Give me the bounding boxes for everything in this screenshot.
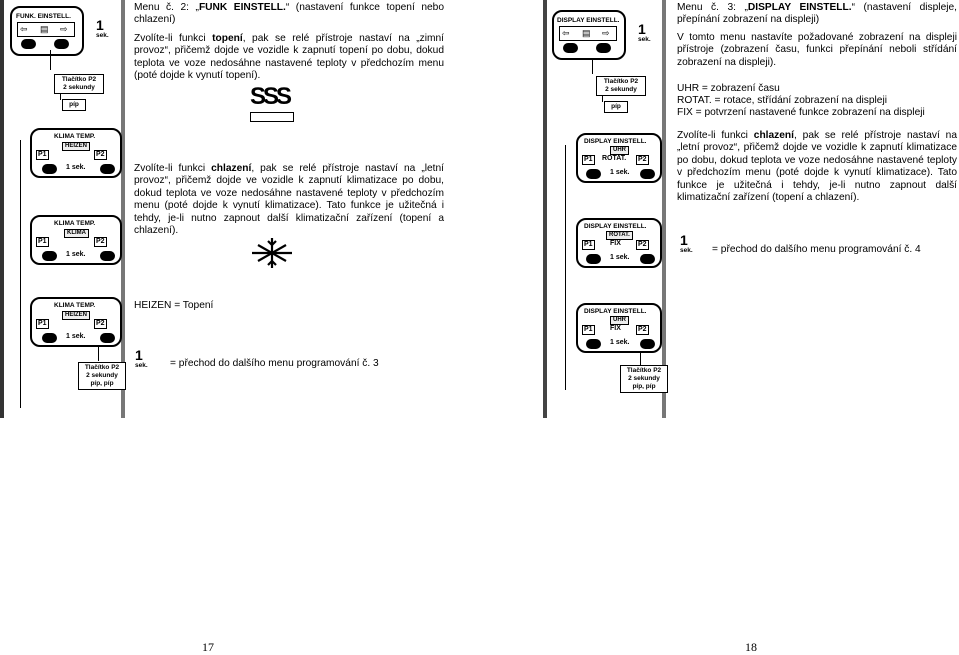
button-p1-icon	[586, 169, 601, 179]
button-p1-icon	[586, 254, 601, 264]
display-value: FIX	[610, 240, 621, 247]
document-stack-icon: ▤	[582, 28, 591, 38]
right-sidebar-strip-2	[662, 0, 666, 418]
device-display-klima	[30, 215, 122, 265]
connector-line	[98, 345, 99, 361]
cooling-paragraph: Zvolíte-li funkci chlazení, pak se relé přístroje nastaví na „letní provoz“, přičemž dojde ve vozidle k zapnutí klimatizace po dobu, dokud teplota ve voze nedosáhne nastavené teploty v předchozím menu (poté dojde k vynutí klimatizace). Tato funkce je užitečná i tehdy, je-li nutno zapnout další klimatizační zařízení (topení a chlazení).	[677, 130, 957, 204]
one-second-label: 1 sek.	[638, 21, 651, 43]
one-second-text: 1 sek.	[66, 251, 86, 258]
press-p2-box: Tlačítko P2 2 sekundy	[596, 76, 646, 96]
fix-note: FIX = potvrzení nastavené funkce zobrazení na displeji	[677, 107, 925, 118]
display-tag: UHR	[610, 316, 629, 325]
p2-label: P2	[638, 241, 647, 248]
display-title: DISPLAY EINSTELL.	[584, 138, 647, 145]
one-second-label: 1 sek.	[96, 17, 109, 39]
button-p2-icon	[640, 169, 655, 179]
display-tag: KLIMA	[64, 229, 89, 238]
display-screen	[17, 22, 75, 37]
device-display-klima-heizen	[30, 128, 122, 178]
press-p2-box: Tlačítko P2 2 sekundy	[54, 74, 104, 94]
device-display-uhr-fix	[576, 303, 662, 353]
pip-box: píp	[604, 101, 628, 113]
device-display-fix	[576, 218, 662, 268]
display-title: DISPLAY EINSTELL.	[584, 223, 647, 230]
connector-line	[602, 96, 603, 102]
snowflake-icon	[250, 236, 294, 270]
button-p1-icon	[21, 39, 36, 49]
display-value: FIX	[610, 325, 621, 332]
cooling-paragraph: Zvolíte-li funkci chlazení, pak se relé přístroje nastaví na „letní provoz“, přičemž dojde ve vozidle k zapnutí klimatizace po dobu, dokud teplota ve voze nedosáhne nastavené teploty v předchozím menu (poté dojde k vynutí klimatizace). Tato funkce je užitečná i tehdy, je-li nutno zapnout další klimatizační zařízení (topení a chlazení).	[134, 163, 444, 237]
next-menu-note: = přechod do dalšího menu programování č. 3	[170, 358, 379, 369]
device-display-klima-heizen-2	[30, 297, 122, 347]
connector-line	[565, 145, 566, 390]
p2-label: P2	[638, 326, 647, 333]
display-title: DISPLAY EINSTELL.	[584, 308, 647, 315]
connector-line	[60, 94, 61, 100]
p2-label: P2	[638, 156, 647, 163]
display-tag: HEIZEN	[62, 142, 90, 151]
connector-line	[50, 50, 51, 70]
page-number: 17	[202, 640, 214, 654]
heizen-note: HEIZEN = Topení	[134, 300, 214, 311]
uhr-note: UHR = zobrazení času	[677, 83, 780, 94]
left-sidebar-strip-2	[121, 0, 125, 418]
display-title: KLIMA TEMP.	[54, 133, 96, 140]
button-p2-icon	[54, 39, 69, 49]
p1-label: P1	[584, 156, 593, 163]
button-p2-icon	[640, 339, 655, 349]
heat-icon: SSS	[250, 84, 296, 122]
device-display-funk	[10, 6, 84, 56]
display-title: FUNK. EINSTELL.	[16, 13, 71, 20]
button-p2-icon	[100, 333, 115, 343]
button-p2-icon	[100, 164, 115, 174]
one-second-text: 1 sek.	[66, 164, 86, 171]
document-stack-icon: ▤	[40, 24, 49, 34]
menu-3-heading: Menu č. 3: „DISPLAY EINSTELL.“ (nastavení displeje, přepínání zobrazení na displeji)	[677, 2, 957, 26]
p1-label: P1	[584, 326, 593, 333]
heating-paragraph: Zvolíte-li funkci topení, pak se relé přístroje nastaví na „zimní provoz“, přičemž dojde ve vozidle k zapnutí topení po dobu, dokud teplota ve voze nedosáhne nastavené teploty v předchozím menu (poté dojde k vynutí topení).	[134, 33, 445, 82]
display-screen	[559, 26, 617, 41]
page-number: 18	[745, 640, 757, 654]
device-display-rotat	[576, 133, 662, 183]
arrow-right-icon: ⇨	[602, 28, 610, 38]
p2-label: P2	[96, 320, 105, 327]
display-title: KLIMA TEMP.	[54, 220, 96, 227]
connector-line	[592, 58, 593, 74]
p1-label: P1	[38, 320, 47, 327]
press-p2-box-2: Tlačítko P2 2 sekundy píp, píp	[620, 365, 668, 393]
menu-2-heading: Menu č. 2: „FUNK EINSTELL.“ (nastavení funkce topení nebo chlazení)	[134, 2, 444, 26]
arrow-left-icon: ⇦	[562, 28, 570, 38]
button-p1-icon	[42, 333, 57, 343]
connector-line	[20, 140, 21, 408]
left-sidebar-strip	[0, 0, 4, 418]
button-p1-icon	[42, 164, 57, 174]
p1-label: P1	[584, 241, 593, 248]
p2-label: P2	[96, 238, 105, 245]
arrow-left-icon: ⇦	[20, 24, 28, 34]
device-display-settings	[552, 10, 626, 60]
display-title: DISPLAY EINSTELL.	[557, 17, 620, 24]
one-second-text: 1 sek.	[610, 254, 630, 261]
one-second-text: 1 sek.	[610, 169, 630, 176]
connector-line	[640, 351, 641, 365]
button-p1-icon	[563, 43, 578, 53]
display-value: ROTAT.	[602, 155, 627, 162]
display-title: KLIMA TEMP.	[54, 302, 96, 309]
p2-label: P2	[96, 151, 105, 158]
button-p2-icon	[100, 251, 115, 261]
one-second-label: 1 sek.	[680, 232, 693, 254]
p1-label: P1	[38, 238, 47, 245]
button-p2-icon	[640, 254, 655, 264]
next-menu-note: = přechod do dalšího menu programování č. 4	[712, 244, 921, 255]
press-p2-box-2: Tlačítko P2 2 sekundy píp, píp	[78, 362, 126, 390]
display-tag: ROTAT.	[606, 231, 633, 240]
arrow-right-icon: ⇨	[60, 24, 68, 34]
rotat-note: ROTAT. = rotace, střídání zobrazení na displeji	[677, 95, 887, 106]
display-tag: UHR	[610, 146, 629, 155]
one-second-text: 1 sek.	[66, 333, 86, 340]
display-tag: HEIZEN	[62, 311, 90, 320]
button-p1-icon	[586, 339, 601, 349]
button-p1-icon	[42, 251, 57, 261]
right-sidebar-strip	[543, 0, 547, 418]
display-settings-paragraph: V tomto menu nastavíte požadované zobrazení na displeji přístroje (zobrazení času, funkci přepínání neboli střídání zobrazení na displeji).	[677, 32, 957, 68]
one-second-text: 1 sek.	[610, 339, 630, 346]
p1-label: P1	[38, 151, 47, 158]
one-second-label: 1 sek.	[135, 347, 148, 369]
button-p2-icon	[596, 43, 611, 53]
pip-box: píp	[62, 99, 86, 111]
